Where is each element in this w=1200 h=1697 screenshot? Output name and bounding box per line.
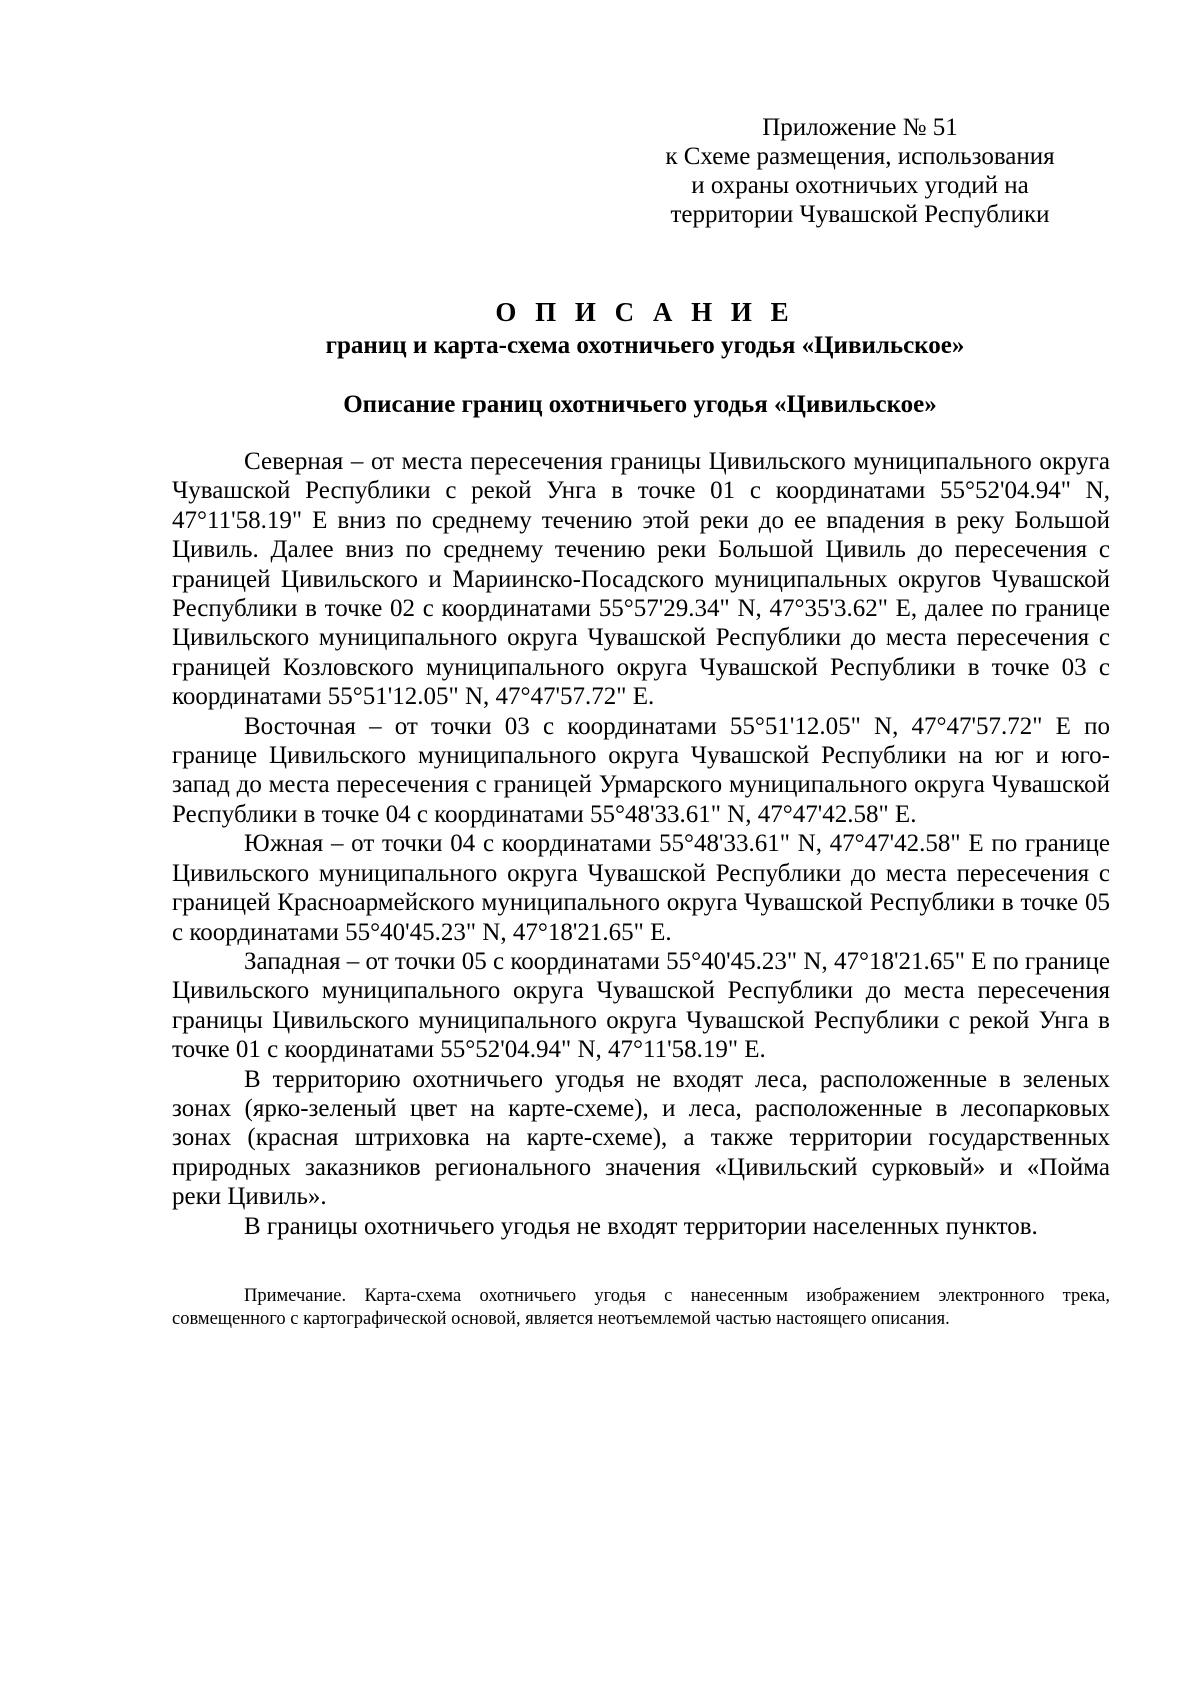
appendix-number: Приложение № 51 bbox=[762, 114, 958, 141]
paragraph-excluded-settlements: В границы охотничьего угодья не входят территории населенных пунктов. bbox=[244, 1212, 1038, 1240]
paragraph-north: Северная – от места пересечения границы Цивильского муниципального округа Чувашской Республики с рекой Унга в точке 01 с координатами 55°52'04.94" N, 47°11'58.19" E вниз по среднему течению этой реки до ее впадения в реку Большой Цивиль. Далее вниз по среднему течению реки Большой Цивиль до пересечения с границей Цивильского и Мариинско-Посадского муниципальных округов Чувашской Республики в точке 02 с координатами 55°57'29.34" N, 47°35'3.62" E, далее по границе Цивильского муниципального округа Чувашской Республики до места пересечения с границей Козловского муниципального округа Чувашской Республики в точке 03 с координатами 55°51'12.05" N, 47°47'57.72" E. bbox=[172, 448, 1110, 711]
paragraph-excluded-forests: В территорию охотничьего угодья не входят леса, расположенные в зеленых зонах (ярко-зеленый цвет на карте-схеме), и леса, расположенные в лесопарковых зонах (красная штриховка на карте-схеме), а также территории государственных природных заказников регионального значения «Цивильский сурковый» и «Пойма реки Цивиль». bbox=[172, 1065, 1110, 1211]
paragraph-west: Западная – от точки 05 с координатами 55°40'45.23" N, 47°18'21.65" E по границе Цивильского муниципального округа Чувашской Республики до места пересечения границы Цивильского муниципального округа Чувашской Республики с рекой Унга в точке 01 с координатами 55°52'04.94" N, 47°11'58.19" E. bbox=[172, 947, 1110, 1064]
note-text: Примечание. Карта-схема охотничьего угодья с нанесенным изображением электронного трека, совмещенного с картографической основой, является неотъемлемой частью настоящего описания. bbox=[172, 1286, 1110, 1329]
section-heading: Описание границ охотничьего угодья «Цивильское» bbox=[343, 391, 937, 418]
appendix-line-3: и охраны охотничьих угодий на bbox=[691, 172, 1029, 199]
paragraph-east: Восточная – от точки 03 с координатами 55°51'12.05" N, 47°47'57.72" E по границе Цивильского муниципального округа Чувашской Республики на юг и юго-запад до места пересечения с границей Урмарского муниципального округа Чувашской Республики в точке 04 с координатами 55°48'33.61" N, 47°47'42.58" E. bbox=[172, 712, 1110, 828]
boundary-description bbox=[172, 447, 1110, 1241]
paragraph-south: Южная – от точки 04 с координатами 55°48'33.61" N, 47°47'42.58" E по границе Цивильского муниципального округа Чувашской Республики до места пересечения с границей Красноармейского муниципального округа Чувашской Республики в точке 05 с координатами 55°40'45.23" N, 47°18'21.65" E. bbox=[172, 830, 1110, 946]
appendix-header bbox=[640, 113, 1080, 229]
document-title: О П И С А Н И Е bbox=[495, 297, 795, 327]
appendix-line-4: территории Чувашской Республики bbox=[670, 201, 1050, 228]
note-section bbox=[172, 1285, 1110, 1331]
document-subtitle: границ и карта-схема охотничьего угодья «Цивильское» bbox=[325, 332, 965, 359]
appendix-line-2: к Схеме размещения, использования bbox=[665, 143, 1055, 170]
